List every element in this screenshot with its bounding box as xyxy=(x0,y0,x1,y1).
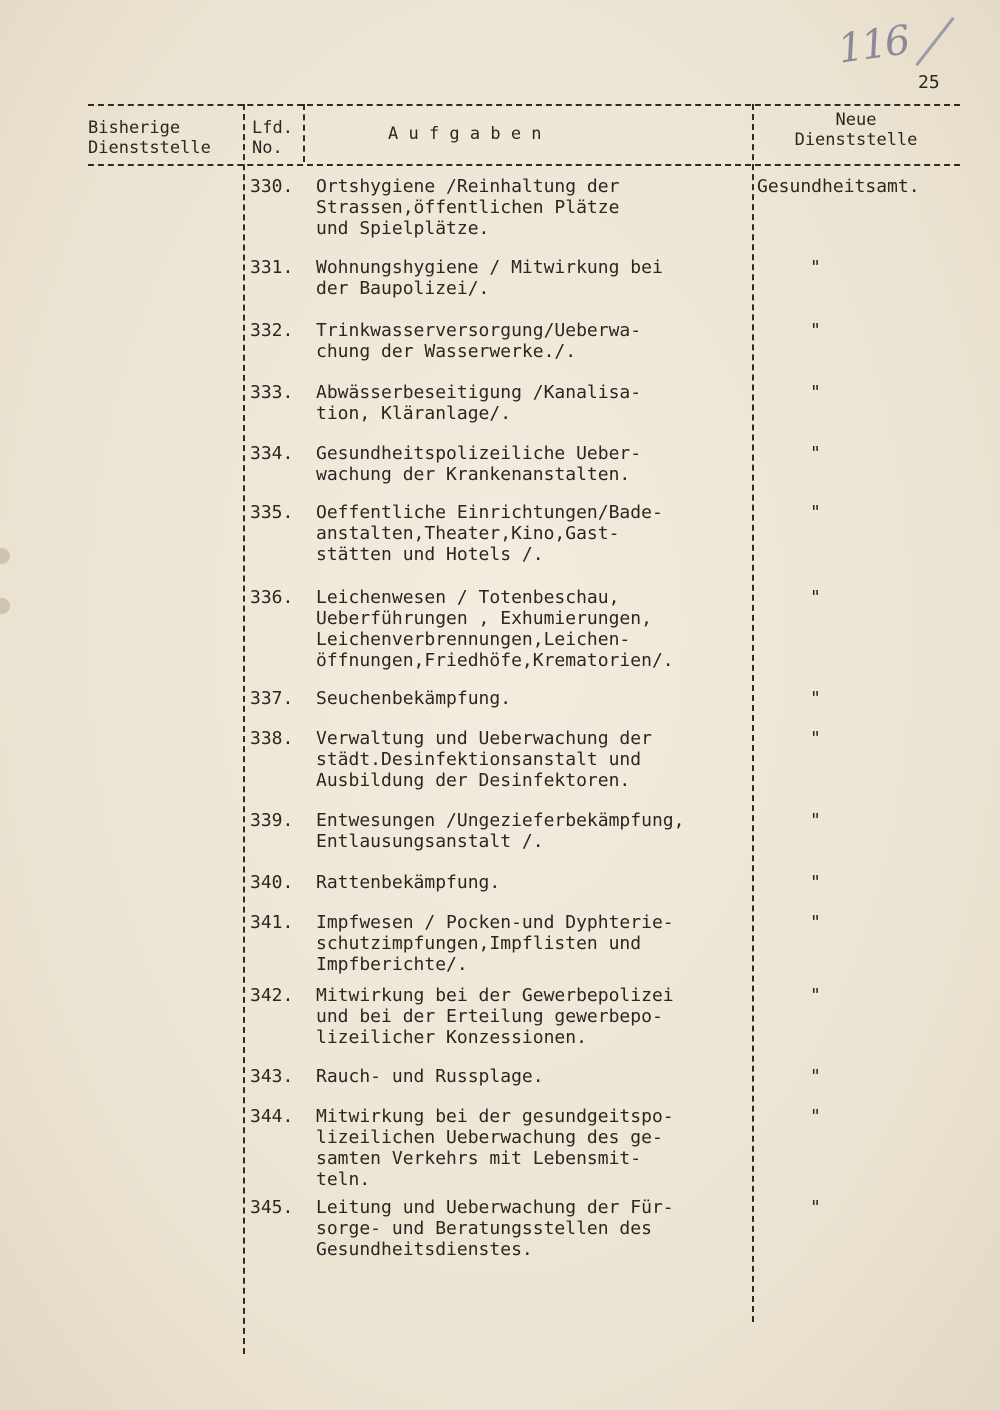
row-number: 338. xyxy=(250,728,294,749)
row-task: Ortshygiene /Reinhaltung der Strassen,öffentlichen Plätze und Spielplätze. xyxy=(316,176,620,239)
column-divider-2 xyxy=(303,104,305,162)
row-new-office: " xyxy=(810,912,821,933)
row-task: Leitung und Ueberwachung der Für- sorge- und Beratungsstellen des Gesundheitsdienstes. xyxy=(316,1197,674,1260)
row-new-office: " xyxy=(810,1106,821,1127)
row-number: 344. xyxy=(250,1106,294,1127)
row-new-office: Gesundheitsamt. xyxy=(757,176,920,197)
page-number: 25 xyxy=(918,72,940,93)
punch-hole xyxy=(0,548,10,564)
row-number: 330. xyxy=(250,176,294,197)
row-task: Oeffentliche Einrichtungen/Bade- anstalten,Theater,Kino,Gast- stätten und Hotels /. xyxy=(316,502,663,565)
row-number: 342. xyxy=(250,985,294,1006)
row-task: Wohnungshygiene / Mitwirkung bei der Baupolizei/. xyxy=(316,257,663,299)
row-number: 340. xyxy=(250,872,294,893)
row-task: Trinkwasserversorgung/Ueberwa- chung der Wasserwerke./. xyxy=(316,320,642,362)
row-task: Seuchenbekämpfung. xyxy=(316,688,512,709)
table-top-rule xyxy=(88,104,960,106)
column-divider-3 xyxy=(752,104,754,1322)
row-new-office: " xyxy=(810,443,821,464)
row-new-office: " xyxy=(810,382,821,403)
row-number: 334. xyxy=(250,443,294,464)
row-new-office: " xyxy=(810,688,821,709)
row-task: Leichenwesen / Totenbeschau, Ueberführungen , Exhumierungen, Leichenverbrennungen,Leichen- öffnungen,Friedhöfe,Krematorien/. xyxy=(316,587,674,671)
archive-slash-mark xyxy=(915,17,954,66)
row-new-office: " xyxy=(810,810,821,831)
row-task: Verwaltung und Ueberwachung der städt.Desinfektionsanstalt und Ausbildung der Desinfektoren. xyxy=(316,728,652,791)
row-task: Mitwirkung bei der gesundgeitspo- lizeilichen Ueberwachung des ge- samten Verkehrs mit Lebensmit- teln. xyxy=(316,1106,674,1190)
row-new-office: " xyxy=(810,1066,821,1087)
row-number: 341. xyxy=(250,912,294,933)
header-previous-office: Bisherige Dienststelle xyxy=(88,118,211,158)
row-new-office: " xyxy=(810,872,821,893)
row-task: Abwässerbeseitigung /Kanalisa- tion, Kläranlage/. xyxy=(316,382,642,424)
row-task: Rauch- und Russplage. xyxy=(316,1066,544,1087)
table-header-rule xyxy=(88,164,960,166)
row-task: Rattenbekämpfung. xyxy=(316,872,501,893)
punch-hole xyxy=(0,598,10,614)
row-number: 335. xyxy=(250,502,294,523)
header-tasks: A u f g a b e n xyxy=(388,124,542,144)
row-new-office: " xyxy=(810,1197,821,1218)
archive-number: 116 xyxy=(835,17,912,73)
row-new-office: " xyxy=(810,320,821,341)
header-serial-no: Lfd. No. xyxy=(252,118,293,158)
row-new-office: " xyxy=(810,587,821,608)
row-number: 345. xyxy=(250,1197,294,1218)
row-new-office: " xyxy=(810,257,821,278)
row-new-office: " xyxy=(810,502,821,523)
row-task: Entwesungen /Ungezieferbekämpfung, Entlausungsanstalt /. xyxy=(316,810,685,852)
row-number: 343. xyxy=(250,1066,294,1087)
row-number: 333. xyxy=(250,382,294,403)
row-number: 337. xyxy=(250,688,294,709)
row-new-office: " xyxy=(810,985,821,1006)
row-number: 336. xyxy=(250,587,294,608)
column-divider-1 xyxy=(243,104,245,1354)
row-new-office: " xyxy=(810,728,821,749)
row-number: 332. xyxy=(250,320,294,341)
header-new-office: Neue Dienststelle xyxy=(794,110,918,150)
row-task: Impfwesen / Pocken-und Dyphterie- schutzimpfungen,Impflisten und Impfberichte/. xyxy=(316,912,674,975)
row-task: Mitwirkung bei der Gewerbepolizei und bei der Erteilung gewerbepo- lizeilicher Konzessionen. xyxy=(316,985,674,1048)
row-number: 339. xyxy=(250,810,294,831)
row-number: 331. xyxy=(250,257,294,278)
row-task: Gesundheitspolizeiliche Ueber- wachung der Krankenanstalten. xyxy=(316,443,642,485)
